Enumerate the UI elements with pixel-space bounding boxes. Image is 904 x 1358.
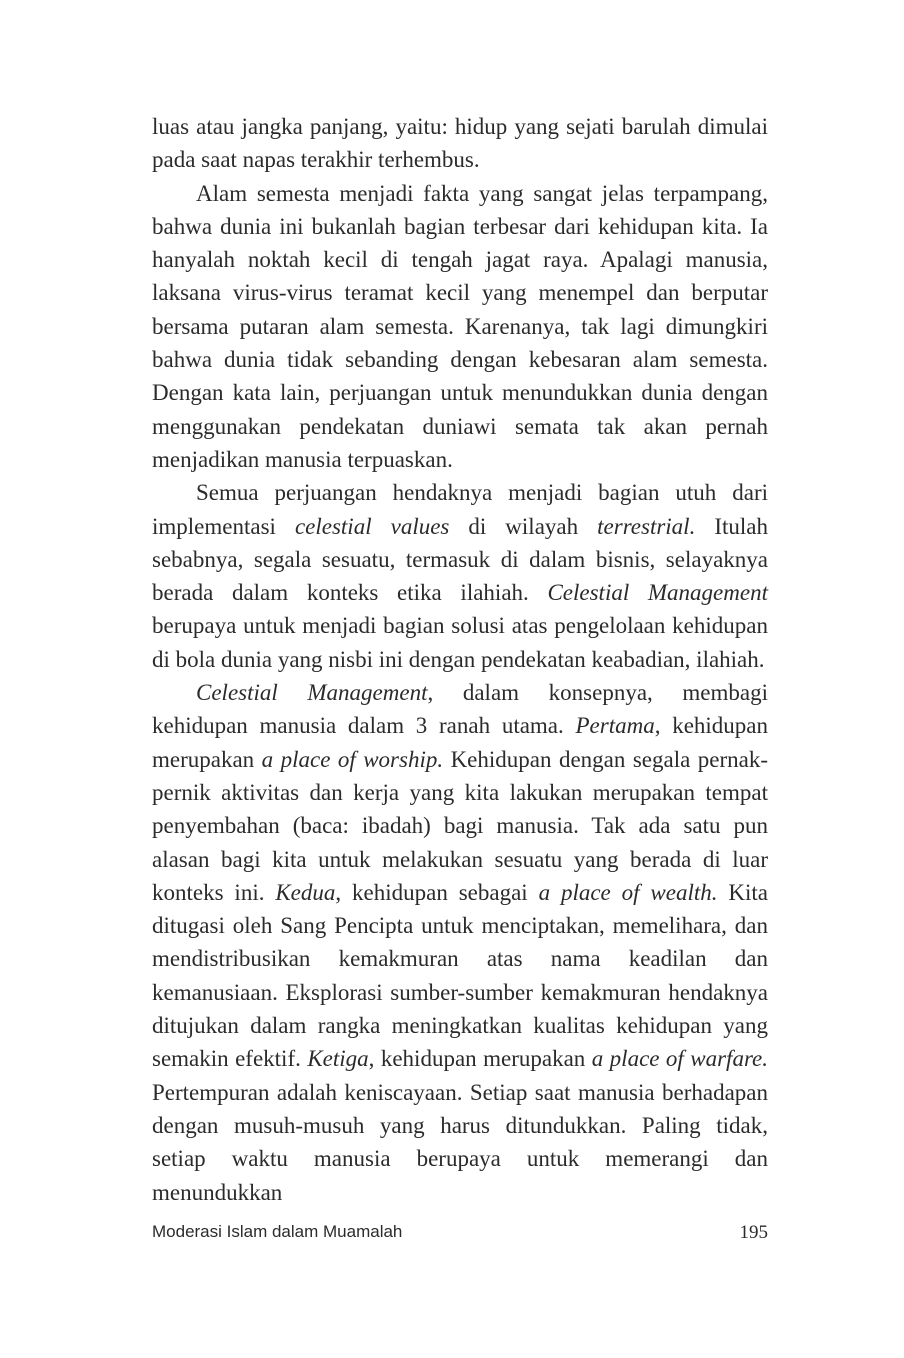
- italic-term: Ketiga: [307, 1046, 369, 1072]
- italic-term: terrestrial.: [597, 513, 696, 539]
- text-run: luas atau jangka panjang, yaitu: hidup yang sejati barulah dimulai pada saat napas terakhir terhembus.: [152, 114, 768, 173]
- italic-term: Celestial Management: [547, 580, 768, 606]
- text-run: Kita ditugasi oleh Sang Pencipta untuk menciptakan, memelihara, dan mendistribusikan kemakmuran atas nama keadilan dan kemanusiaan. Eksplorasi sumber-sumber kemakmuran hendaknya ditujukan dalam rangka meningkatkan kualitas kehidupan yang semakin efektif.: [152, 879, 768, 1072]
- italic-term: Celestial Management: [196, 680, 428, 706]
- paragraph-3: [152, 476, 768, 676]
- text-run: Pertempuran adalah keniscayaan. Setiap saat manusia berhadapan dengan musuh-musuh yang harus ditundukkan. Paling tidak, setiap waktu manusia berupaya untuk memerangi dan menundukkan: [152, 1079, 768, 1205]
- text-run: di wilayah: [449, 513, 598, 539]
- page-footer: [152, 1222, 768, 1246]
- text-run: Alam semesta menjadi fakta yang sangat jelas terpampang, bahwa dunia ini bukanlah bagian terbesar dari kehidupan kita. Ia hanyalah noktah kecil di tengah jagat raya. Apalagi manusia, laksana virus-virus teramat kecil yang menempel dan berputar bersama putaran alam semesta. Karenanya, tak lagi dimungkiri bahwa dunia tidak sebanding dengan kebesaran alam semesta. Dengan kata lain, perjuangan untuk menundukkan dunia dengan menggunakan pendekatan duniawi semata tak akan pernah menjadikan manusia terpuaskan.: [152, 180, 768, 472]
- paragraph-1: [152, 110, 768, 177]
- text-run: berupaya untuk menjadi bagian solusi atas pengelolaan kehidupan di bola dunia yang nisbi ini dengan pendekatan keabadian, ilahiah.: [152, 613, 768, 672]
- text-run: , dalam konsepnya, membagi kehidupan manusia dalam 3 ranah utama.: [152, 680, 768, 739]
- running-footer-title: Moderasi Islam dalam Muamalah: [152, 1222, 403, 1241]
- text-run: Itulah sebabnya, segala sesuatu, termasuk di dalam bisnis, selayaknya berada dalam konteks etika ilahiah.: [152, 513, 768, 606]
- italic-term: celestial values: [294, 513, 450, 539]
- text-run: , kehidupan sebagai: [335, 879, 539, 905]
- paragraph-4: [152, 676, 768, 1209]
- text-run: Kehidupan dengan segala pernak-pernik aktivitas dan kerja yang kita lakukan merupakan tempat penyembahan (baca: ibadah) bagi manusia. Tak ada satu pun alasan bagi kita untuk melakukan sesuatu yang berada di luar konteks ini.: [152, 746, 768, 905]
- italic-term: Kedua: [275, 879, 336, 905]
- text-run: Semua perjuangan hendaknya menjadi bagian utuh dari implementasi: [152, 480, 768, 539]
- italic-term: a place of worship.: [261, 746, 444, 772]
- paragraph-2: [152, 177, 768, 477]
- italic-term: Pertama: [575, 713, 655, 739]
- text-run: , kehidupan merupakan: [152, 713, 768, 772]
- text-run: , kehidupan merupakan: [368, 1046, 592, 1072]
- body-text: [152, 110, 768, 1209]
- italic-term: a place of wealth.: [538, 879, 718, 905]
- italic-term: a place of warfare.: [591, 1046, 769, 1072]
- page-number: 195: [739, 1222, 768, 1243]
